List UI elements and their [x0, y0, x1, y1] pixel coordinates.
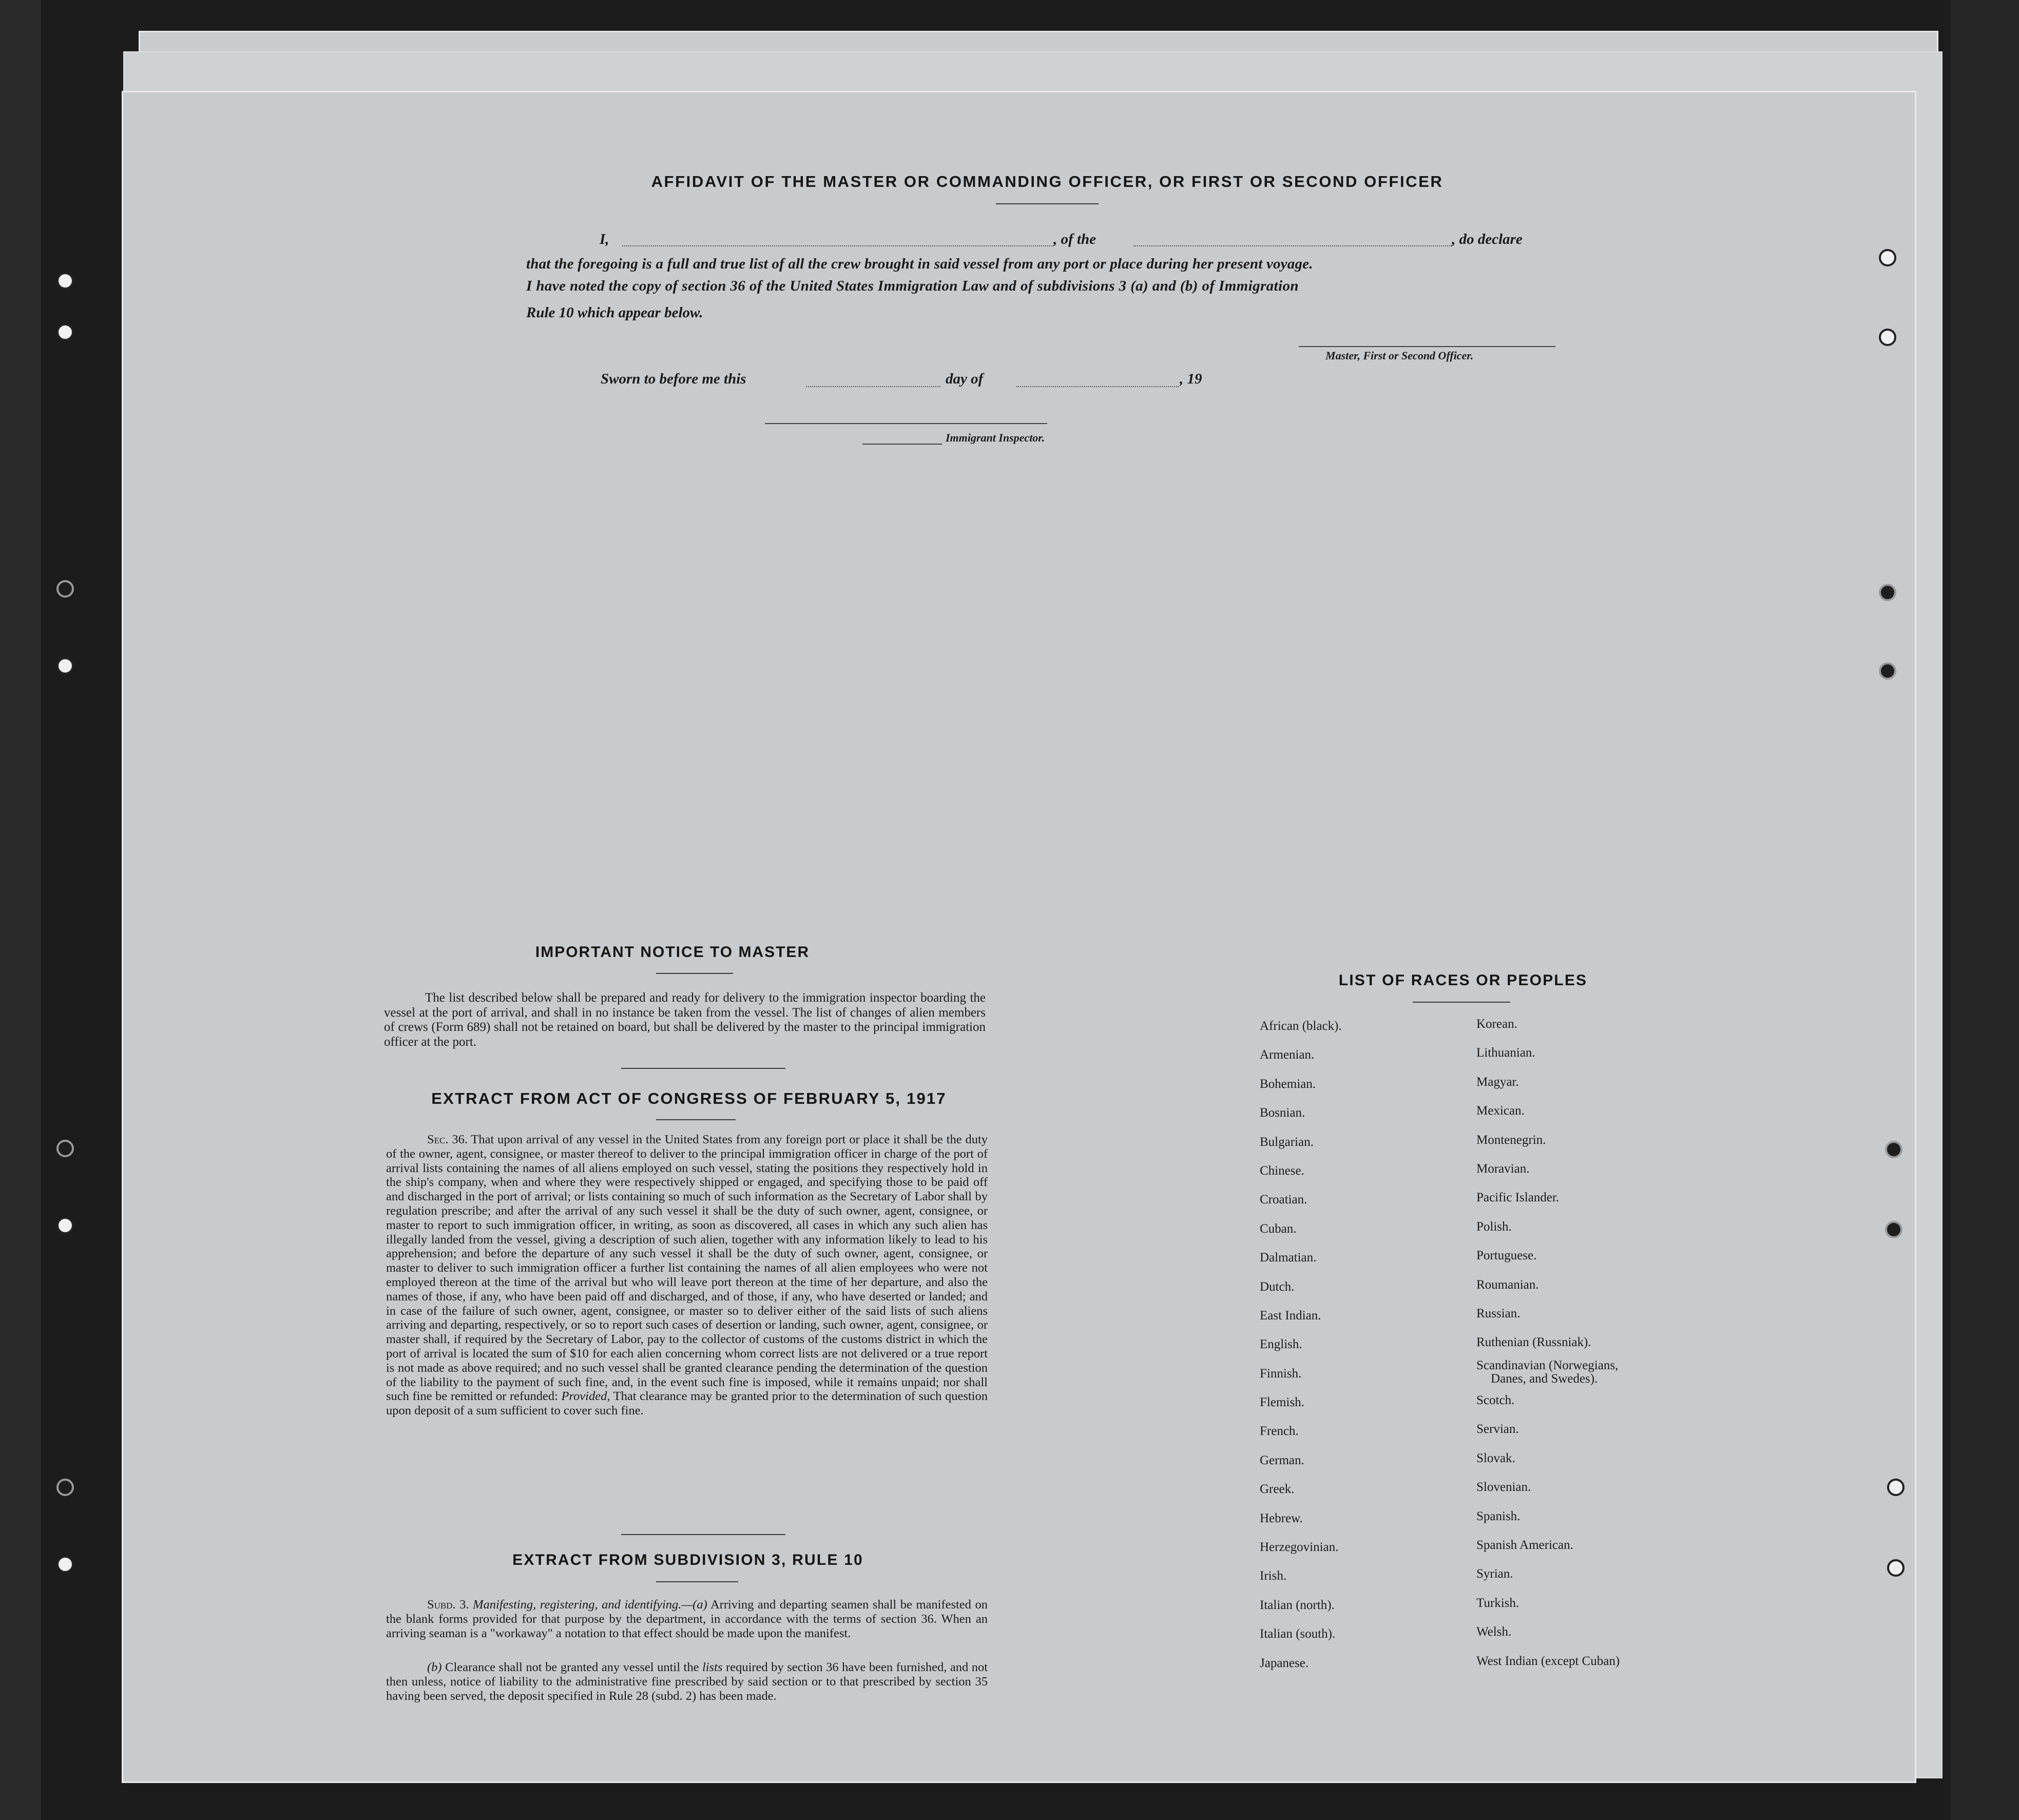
race-item: Korean.: [1476, 1017, 1517, 1031]
race-item: Servian.: [1476, 1422, 1519, 1436]
race-item: Finnish.: [1260, 1366, 1302, 1381]
act-tail-text: That clearance may be granted prior to the determination of such question upon deposit of a sum sufficient to cover such fine.: [386, 1389, 988, 1418]
race-item: Flemish.: [1260, 1395, 1304, 1410]
race-item: West Indian (except Cuban): [1476, 1654, 1620, 1668]
rule-title-rule: [656, 1581, 738, 1582]
officer-name-field[interactable]: [622, 245, 1052, 246]
race-item: Hebrew.: [1260, 1511, 1303, 1525]
race-item: Scandinavian (Norwegians,: [1476, 1358, 1619, 1372]
punch-hole-icon: [56, 323, 74, 341]
master-caption: Master, First or Second Officer.: [1325, 349, 1474, 362]
notice-body-text: The list described below shall be prepared and ready for delivery to the immigration inspector boarding the vessel at the port of arrival, and shall in no instance be taken from the vessel. The list of changes of alien members of crews (Form 689) shall not be retained on board, but shall be delivered by the master to the principal immigration officer at the port.: [384, 991, 986, 1049]
punch-hole-icon: [56, 272, 74, 290]
race-item: East Indian.: [1260, 1308, 1321, 1323]
day-of-text: day of: [946, 371, 984, 387]
race-item: Spanish.: [1476, 1509, 1521, 1523]
act-body: [386, 1133, 988, 1418]
rule-body-b: [386, 1660, 988, 1703]
punch-hole-icon: [56, 1556, 74, 1573]
rule-subd-label: Subd. 3.: [427, 1598, 469, 1612]
race-item: Herzegovinian.: [1260, 1540, 1339, 1555]
race-item: Spanish American.: [1476, 1538, 1573, 1553]
inspector-signature-line[interactable]: [765, 423, 1047, 424]
punch-hole-icon: [56, 1217, 74, 1234]
inspector-caption: Immigrant Inspector.: [946, 431, 1045, 444]
manifest-page: [123, 92, 1915, 1781]
race-item-continuation: Danes, and Swedes).: [1491, 1371, 1598, 1386]
race-item: Turkish.: [1476, 1596, 1520, 1610]
race-item: Japanese.: [1260, 1656, 1309, 1670]
act-provided: Provided,: [561, 1389, 610, 1404]
race-item: Irish.: [1260, 1569, 1287, 1583]
punch-hole-icon: [1879, 584, 1896, 601]
affidavit-of-the: , of the: [1053, 231, 1096, 247]
race-item: Bohemian.: [1260, 1077, 1316, 1091]
race-item: Russian.: [1476, 1306, 1521, 1320]
race-item: African (black).: [1260, 1019, 1342, 1033]
race-item: Chinese.: [1260, 1163, 1304, 1178]
rule-subd-heading: Manifesting, registering, and identifying.: [473, 1598, 682, 1612]
notice-title-rule: [656, 973, 733, 974]
punch-hole-icon: [56, 580, 74, 598]
race-item: Syrian.: [1476, 1567, 1513, 1581]
race-item: Welsh.: [1476, 1625, 1512, 1639]
race-item: Slovak.: [1476, 1451, 1515, 1465]
master-signature-line[interactable]: [1299, 346, 1555, 347]
race-item: Italian (north).: [1260, 1598, 1335, 1612]
affidavit-i: I,: [600, 231, 609, 247]
affidavit-line-2: that the foregoing is a full and true list of all the crew brought in said vessel from any port or place during her present voyage.: [526, 256, 1313, 272]
notice-end-rule: [621, 1068, 785, 1069]
rule-b-lists: lists: [702, 1660, 723, 1674]
races-title: LIST OF RACES OR PEOPLES: [1338, 972, 1588, 989]
race-item: Pacific Islander.: [1476, 1191, 1560, 1205]
punch-hole-icon: [56, 657, 74, 675]
rule-b-text-1: Clearance shall not be granted any vessel until the: [445, 1660, 699, 1674]
scanner-frame-left: [0, 0, 41, 1820]
rule-a-text: Arriving and departing seamen shall be manifested on the blank forms provided for that purpose by the department, in accordance with the terms of section 36. When an arriving seaman is a "workaway" a notation to that effect should be made upon the manifest.: [386, 1598, 988, 1640]
race-item: Cuban.: [1260, 1221, 1297, 1236]
races-title-rule: [1413, 1002, 1510, 1003]
race-item: Bulgarian.: [1260, 1135, 1314, 1149]
race-item: Portuguese.: [1476, 1249, 1537, 1263]
race-item: Italian (south).: [1260, 1627, 1336, 1641]
race-item: German.: [1260, 1453, 1304, 1467]
affidavit-line-4: Rule 10 which appear below.: [526, 304, 703, 321]
race-item: Ruthenian (Russniak).: [1476, 1335, 1591, 1350]
race-item-scandinavian: [1476, 1357, 1620, 1386]
vessel-name-field[interactable]: [1133, 245, 1452, 246]
race-item: Moravian.: [1476, 1161, 1530, 1176]
race-item: English.: [1260, 1337, 1302, 1352]
act-title: EXTRACT FROM ACT OF CONGRESS OF FEBRUARY 5, 1917: [431, 1089, 947, 1107]
affidavit-title: AFFIDAVIT OF THE MASTER OR COMMANDING OFFICER, OR FIRST OR SECOND OFFICER: [651, 173, 1444, 190]
race-item: Armenian.: [1260, 1048, 1315, 1062]
race-item: Greek.: [1260, 1482, 1295, 1497]
rule-b-text-2: required by section 36 have been furnished, and not then unless, notice of liability to the administrative fine prescribed by said section or to that prescribed by section 35 having been served, the deposit specified in Rule 28 (subd. 2) has been made.: [386, 1660, 988, 1703]
notice-body: [384, 991, 986, 1049]
race-item: Roumanian.: [1476, 1277, 1539, 1292]
act-end-rule: [621, 1534, 785, 1535]
act-body-text: That upon arrival of any vessel in the United States from any foreign port or place it shall be the duty of the owner, agent, consignee, or master thereof to deliver to the principal immigration officer in charge of the port of arrival lists containing the names of all aliens employed on such vessel, stating the positions they respectively hold in the ship's company, when and where they were respectively shipped or engaged, and specifying those to be paid off and discharged in the port of arrival; or lists containing so much of such information as the Secretary of Labor shall by regulation prescribe; and after the arrival of any such vessel it shall be the duty of such owner, agent, consignee, or master to report to such immigration officer, in writing, as soon as discovered, all cases in which any such alien has illegally landed from the vessel, giving a description of such alien, together with any information likely to lead to his apprehension; and before the departure of any such vessel it shall be the duty of such owner, agent, consignee, or master to deliver to such immigration officer a further list containing the names of all alien employees who were not employed thereon at the time of the arrival but who will leave port thereon at the time of her departure, and also the names of those, if any, who have been paid off and discharged, and of those, if any, who have deserted or landed; and in case of the failure of such owner, agent, consignee, or master so to deliver either of the said lists of such aliens arriving and departing, respectively, or so to report such cases of desertion or landing, such owner, agent, consignee, or master shall, if required by the Secretary of Labor, pay to the collector of customs of the customs district in which the port of arrival is located the sum of $10 for each alien concerning whom correct lists are not delivered or a true report is not made as above required; and no such vessel shall be granted clearance pending the determination of the question of the liability to the payment of such fine, and, in the event such fine is imposed, while it remains unpaid; nor shall such fine be remitted or refunded:: [386, 1133, 988, 1404]
race-item: French.: [1260, 1424, 1299, 1439]
races-right-column: [1476, 1010, 1620, 1676]
act-section-label: Sec. 36.: [427, 1133, 468, 1146]
race-item: Montenegrin.: [1476, 1133, 1546, 1147]
race-item: Dalmatian.: [1260, 1251, 1317, 1265]
punch-hole-icon: [1887, 1559, 1905, 1577]
punch-hole-icon: [1879, 662, 1896, 680]
affidavit-title-rule: [996, 203, 1099, 204]
affidavit-declare: , do declare: [1452, 231, 1523, 247]
notice-title: IMPORTANT NOTICE TO MASTER: [535, 944, 810, 961]
race-item: Croatian.: [1260, 1193, 1307, 1207]
punch-hole-icon: [1879, 329, 1896, 346]
sworn-text: Sworn to before me this: [601, 371, 746, 387]
rule-title: EXTRACT FROM SUBDIVISION 3, RULE 10: [512, 1551, 863, 1568]
rule-a-label: —(a): [681, 1598, 707, 1612]
act-title-rule: [656, 1119, 736, 1120]
punch-hole-icon: [56, 1140, 74, 1157]
scanner-frame-right: [1951, 0, 2019, 1820]
sworn-month-field[interactable]: [1016, 386, 1179, 387]
punch-hole-icon: [1885, 1141, 1902, 1158]
sworn-day-field[interactable]: [806, 386, 940, 387]
year-text: , 19: [1180, 371, 1202, 387]
affidavit-line-3: I have noted the copy of section 36 of the United States Immigration Law and of subdivisions 3 (a) and (b) of Immigration: [526, 278, 1299, 294]
race-item: Slovenian.: [1476, 1480, 1531, 1495]
rule-body-a: [386, 1598, 988, 1640]
punch-hole-icon: [1887, 1479, 1905, 1496]
race-item: Mexican.: [1476, 1104, 1525, 1118]
races-left-column: [1260, 1012, 1342, 1678]
race-item: Scotch.: [1476, 1393, 1515, 1408]
race-item: Polish.: [1476, 1219, 1512, 1234]
race-item: Bosnian.: [1260, 1106, 1305, 1120]
inspector-caption-rule: [862, 444, 942, 445]
race-item: Lithuanian.: [1476, 1046, 1535, 1060]
race-item: Dutch.: [1260, 1279, 1295, 1294]
punch-hole-icon: [1879, 249, 1896, 266]
rule-b-label: (b): [427, 1660, 442, 1674]
punch-hole-icon: [1885, 1221, 1902, 1238]
punch-hole-icon: [56, 1479, 74, 1496]
race-item: Magyar.: [1476, 1075, 1519, 1089]
